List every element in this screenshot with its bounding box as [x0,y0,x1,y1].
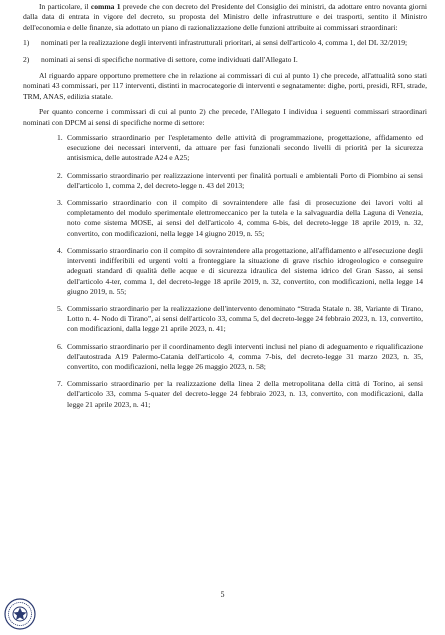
item-text: Commissario straordinario con il compito di sovraintendere alle fasi di prosecuzione dei lavori volti al completamento del modulo sperimentale elettromeccanico per la tutela e la salvaguardia della Laguna di Venezia, noto come sistema MOSE, ai sensi del dell'articolo 4, comma 6-bis, del decreto-legge 18 aprile 2019, n. 32, convertito, con modificazioni, nella legge 14 giugno 2019, n. 55; [67,198,423,238]
point-number: 2) [23,54,30,64]
points-list [23,38,427,65]
intro-text-start: In particolare, il [39,2,89,11]
item-number: 7. [57,379,63,389]
item-number: 2. [57,170,63,180]
point1-paragraph: Al riguardo appare opportuno premettere che in relazione ai commissari di cui al punto 1) che precede, all'attualità sono stati nominati 43 commissari, per 117 interventi, distinti in macrocategorie di interventi e segnatamente: dighe, porti, presidi, RFI, strade, TRM, ANAS, edilizia statale. [23,71,427,101]
commissioners-list [23,133,427,410]
item-text: Commissario straordinario per realizzazione interventi per finalità portuali e ambientali Porto di Piombino ai sensi dell'articolo 1, comma 2, del decreto-legge n. 43 del 2013; [67,170,423,190]
point-text: nominati ai sensi di specifiche normative di settore, come individuati dall'Allegato I. [41,54,298,64]
item-text: Commissario straordinario per la realizzazione dell'intervento denominato “Strada Statale n. 38, Variante di Tirano, Lotto n. 4- Nodo di Tirano”, ai sensi dell'articolo 33, comma 5, del decreto-legge 24 febbraio 2023, n. 13, convertito, con modificazioni, dalla legge 21 aprile 2023, n. 41; [67,303,423,334]
list-item [23,133,427,164]
list-item [23,304,427,335]
list-item [23,342,427,373]
intro-bold-term: comma 1 [90,2,121,11]
page-number: 5 [220,590,225,599]
seal-icon [4,598,36,630]
point-item [23,38,427,48]
document-page [23,2,427,417]
item-text: Commissario straordinario per la realizzazione della linea 2 della metropolitana della città di Torino, ai sensi dell'articolo 33, comma 5-quater del decreto-legge 24 febbraio 2023, n. 13, convertito, con modificazioni, dalla legge 21 aprile 2023, n. 41; [67,379,423,409]
point-number: 1) [23,38,30,48]
point2-paragraph: Per quanto concerne i commissari di cui al punto 2) che precede, l'Allegato I individua i seguenti commissari straordinari nominati con DPCM ai sensi di specifiche norme di settore: [23,107,427,127]
item-number: 4. [57,245,63,255]
item-text: Commissario straordinario con il compito di sovraintendere alla progettazione, all'affidamento e all'esecuzione degli interventi indifferibili ed urgenti volti a fronteggiare la situazione di grave rischio idrogeologico e conseguire adeguati standard di qualità delle acque e di sicurezza idraulica del sistema idrico del Gran Sasso, ai sensi dell'articolo 4-ter, comma 1, del decreto-legge 18 aprile 2019, n. 32, convertito, con modificazioni, nella legge 14 giugno 2019, n. 55; [67,245,423,296]
item-text: Commissario straordinario per il coordinamento degli interventi inclusi nel piano di adeguamento e riqualificazione dell'autostrada A19 Palermo-Catania dell'articolo 4, comma 7-bis, del decreto-legge 31 marzo 2023, n. 35, convertito, con modificazioni, nella legge 26 maggio 2023, n. 58; [67,341,423,371]
point-text: nominati per la realizzazione degli interventi infrastrutturali prioritari, ai sensi dell'articolo 4, comma 1, del DL 32/2019; [41,38,408,48]
item-number: 5. [57,303,63,313]
item-number: 3. [57,198,63,208]
list-item [23,198,427,239]
item-number: 1. [57,133,63,143]
list-item [23,379,427,410]
intro-paragraph [23,2,427,33]
item-text: Commissario straordinario per l'espletamento delle attività di programmazione, progettazione, affidamento ed esecuzione dei necessari interventi, da attuare per fasi funzionali secondo livelli di priorità per la sicurezza antisismica, delle autostrade A24 e A25; [67,133,423,163]
point-item [23,55,427,65]
item-number: 6. [57,341,63,351]
intro-text-end: prevede che con decreto del Presidente del Consiglio dei ministri, da adottare entro novanta giorni dalla data di entrata in vigore del decreto, su proposta del Ministro delle infrastrutture e dei trasporti, sentito il Ministro dell'economia e delle finanze, sia adottato un piano di razionalizzazione delle funzioni attribuite ai commissari straordinari: [23,2,428,32]
list-item [23,246,427,297]
list-item [23,171,427,191]
